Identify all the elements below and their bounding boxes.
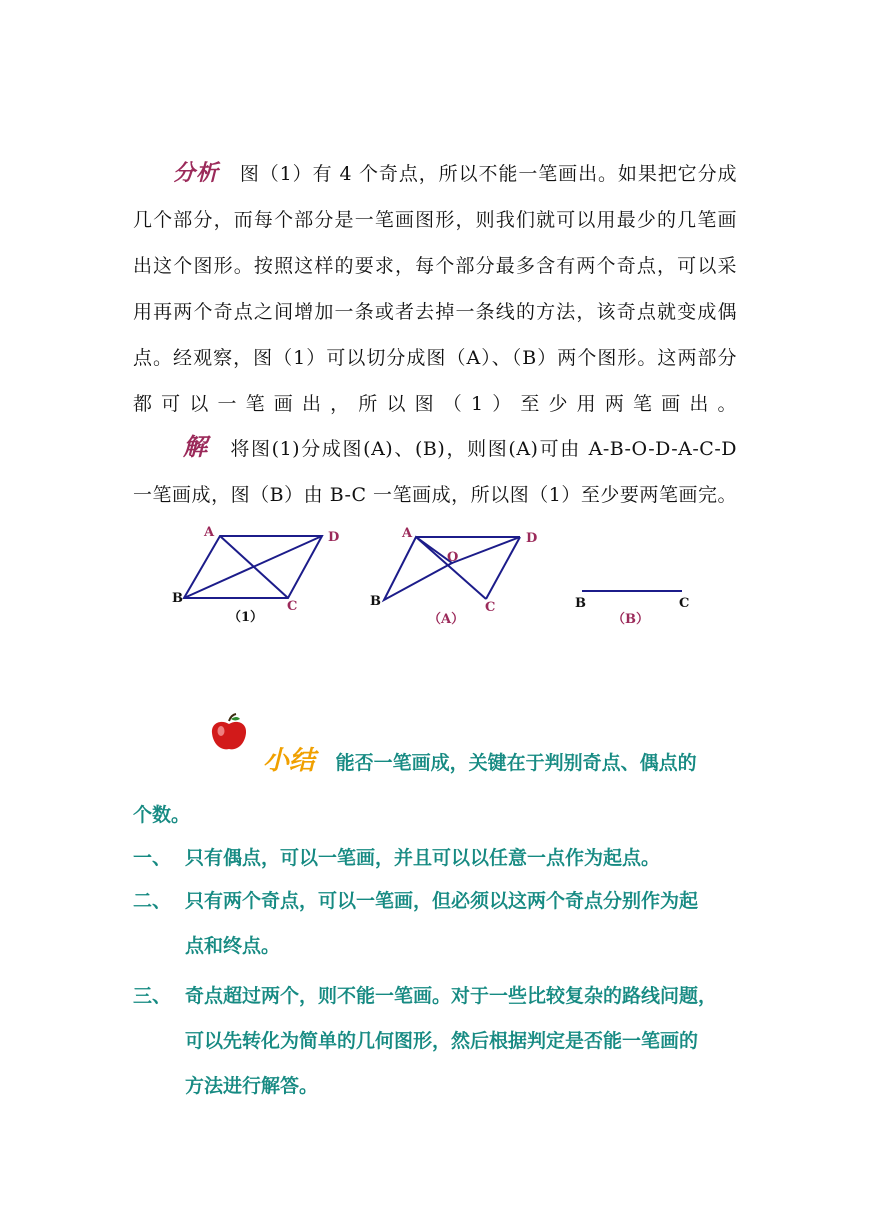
item-3-line-1: 奇点超过两个，则不能一笔画。对于一些比较复杂的路线问题， <box>185 985 718 1007</box>
figa-label-o: O <box>447 550 459 565</box>
solution-line-1: 将图(1)分成图(A)、(B)，则图(A)可由 A-B-O-D-A-C-D <box>230 438 738 460</box>
apple-icon <box>209 713 249 753</box>
item-3-line-3: 方法进行解答。 <box>185 1075 319 1097</box>
solution-line-2: 一笔画成，图（B）由 B-C 一笔画成，所以图（1）至少要两笔画完。 <box>133 484 737 506</box>
fig1-caption: （1） <box>228 610 264 625</box>
figa-triangle-abo <box>384 537 452 600</box>
figb-label-b: B <box>575 596 586 611</box>
figure-b <box>575 591 689 627</box>
item-3-line-2: 可以先转化为简单的几何图形，然后根据判定是否能一笔画的 <box>185 1030 699 1052</box>
figure-a <box>370 526 537 627</box>
figa-label-a: A <box>402 526 413 541</box>
analysis-line-3: 出这个图形。按照这样的要求，每个部分最多含有两个奇点，可以采 <box>133 255 737 277</box>
figa-caption: （A） <box>428 612 465 627</box>
fig1-diagonal-bd <box>184 536 322 598</box>
figb-label-c: C <box>679 596 690 611</box>
analysis-paragraph <box>133 150 737 427</box>
item-3-number: 三、 <box>133 985 172 1007</box>
item-2-number: 二、 <box>133 890 172 912</box>
analysis-line-4: 用再两个奇点之间增加一条或者去掉一条线的方法，该奇点就变成偶 <box>133 301 737 323</box>
figures <box>0 515 869 655</box>
analysis-line-1: 图（1）有 4 个奇点，所以不能一笔画出。如果把它分成 <box>239 163 737 185</box>
figa-label-d: D <box>526 531 538 546</box>
analysis-line-5: 点。经观察，图（1）可以切分成图（A）、（B）两个图形。这两部分 <box>133 347 737 369</box>
summary-line-1: 能否一笔画成，关键在于判别奇点、偶点的 <box>335 752 697 774</box>
analysis-keyword: 分析 <box>173 160 219 186</box>
figb-caption: （B） <box>612 612 649 627</box>
fig1-label-d: D <box>328 530 340 545</box>
figure-1 <box>172 525 339 625</box>
item-2-line-2: 点和终点。 <box>185 935 281 957</box>
figa-line-od <box>452 537 520 563</box>
analysis-line-2: 几个部分，而每个部分是一笔画图形，则我们就可以用最少的几笔画 <box>133 209 737 231</box>
figa-label-c: C <box>485 600 496 615</box>
summary-line-2: 个数。 <box>133 804 191 826</box>
fig1-label-a: A <box>204 525 215 540</box>
solution-paragraph <box>133 424 737 518</box>
figa-label-b: B <box>370 594 381 609</box>
item-1-line-1: 只有偶点，可以一笔画，并且可以以任意一点作为起点。 <box>185 847 661 869</box>
analysis-line-6: 都可以一笔画出，所以图（1）至少用两笔画出。 <box>133 393 737 415</box>
figa-line-ac <box>416 537 486 599</box>
figa-line-cd <box>486 537 520 599</box>
item-2-line-1: 只有两个奇点，可以一笔画，但必须以这两个奇点分别作为起 <box>185 890 699 912</box>
fig1-label-b: B <box>172 591 183 606</box>
fig1-label-c: C <box>287 599 298 614</box>
solution-keyword: 解 <box>183 432 209 461</box>
summary-title: 小结 <box>263 746 316 776</box>
item-1-number: 一、 <box>133 847 172 869</box>
